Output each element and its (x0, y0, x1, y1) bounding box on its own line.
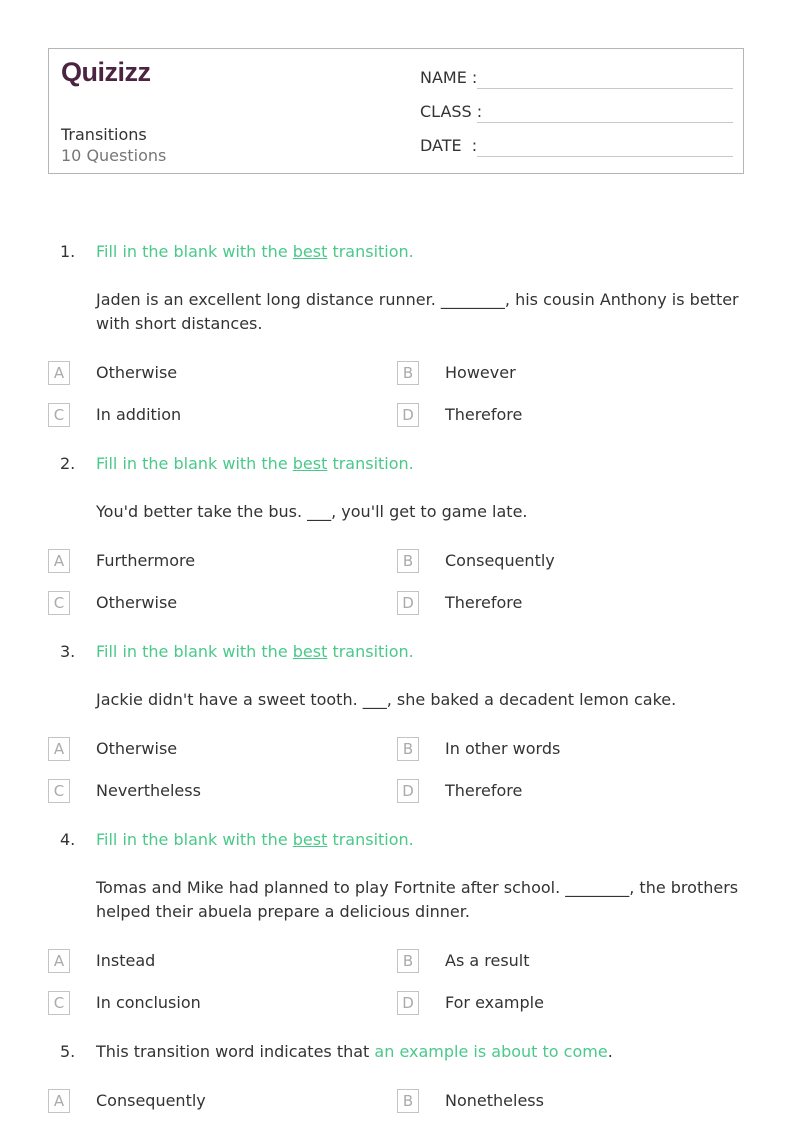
option-b-text: As a result (445, 951, 530, 970)
option-c-box[interactable]: C (48, 591, 70, 615)
option-d-box[interactable]: D (397, 991, 419, 1015)
option-b-box[interactable]: B (397, 361, 419, 385)
question-prompt: Fill in the blank with the best transition. (96, 642, 414, 661)
option-b-text: In other words (445, 739, 561, 758)
worksheet-header (48, 48, 744, 174)
question-number: 5. (60, 1042, 76, 1061)
question-text: Tomas and Mike had planned to play Fortnite after school. ________, the brothers helped their abuela prepare a delicious dinner. (96, 878, 739, 921)
option-a-box[interactable]: A (48, 949, 70, 973)
date-label: DATE : (420, 136, 478, 155)
option-b-box[interactable]: B (397, 737, 419, 761)
option-a-text: Furthermore (96, 551, 196, 570)
option-b-box[interactable]: B (397, 549, 419, 573)
quizizz-logo: Quizizz (61, 57, 151, 87)
question-prompt: Fill in the blank with the best transition. (96, 242, 414, 261)
name-field[interactable] (420, 68, 733, 94)
option-a-box[interactable]: A (48, 549, 70, 573)
option-d-text: For example (445, 993, 544, 1012)
option-c-text: In conclusion (96, 993, 201, 1012)
option-b-box[interactable]: B (397, 1089, 419, 1113)
option-d-text: Therefore (445, 781, 523, 800)
option-c-text: Nevertheless (96, 781, 201, 800)
question-number: 4. (60, 830, 76, 849)
option-c-box[interactable]: C (48, 403, 70, 427)
option-b-text: Nonetheless (445, 1091, 544, 1110)
option-c-text: In addition (96, 405, 182, 424)
option-a-text: Instead (96, 951, 156, 970)
option-b-text: Consequently (445, 551, 555, 570)
option-a-text: Otherwise (96, 739, 178, 758)
name-label: NAME : (420, 68, 478, 87)
option-b-text: However (445, 363, 516, 382)
option-a-text: Otherwise (96, 363, 178, 382)
option-c-box[interactable]: C (48, 991, 70, 1015)
question-prompt: Fill in the blank with the best transition. (96, 830, 414, 849)
option-c-box[interactable]: C (48, 779, 70, 803)
option-d-text: Therefore (445, 405, 523, 424)
option-a-text: Consequently (96, 1091, 206, 1110)
option-d-text: Therefore (445, 593, 523, 612)
class-line (477, 122, 733, 123)
option-d-box[interactable]: D (397, 779, 419, 803)
option-a-box[interactable]: A (48, 737, 70, 761)
date-line (477, 156, 733, 157)
question-number: 3. (60, 642, 76, 661)
question-number: 1. (60, 242, 76, 261)
option-b-box[interactable]: B (397, 949, 419, 973)
question-text: You'd better take the bus. ___, you'll get to game late. (96, 502, 528, 521)
option-c-text: Otherwise (96, 593, 178, 612)
option-d-box[interactable]: D (397, 403, 419, 427)
question-prompt: This transition word indicates that an example is about to come. (96, 1042, 613, 1061)
class-field[interactable] (420, 102, 733, 128)
question-text: Jaden is an excellent long distance runner. ________, his cousin Anthony is better with short distances. (96, 290, 739, 333)
option-d-box[interactable]: D (397, 591, 419, 615)
class-label: CLASS : (420, 102, 483, 121)
question-count: 10 Questions (61, 146, 167, 165)
question-prompt: Fill in the blank with the best transition. (96, 454, 414, 473)
date-field[interactable] (420, 136, 733, 162)
option-a-box[interactable]: A (48, 1089, 70, 1113)
name-line (477, 88, 733, 89)
question-text: Jackie didn't have a sweet tooth. ___, she baked a decadent lemon cake. (96, 690, 677, 709)
worksheet-title: Transitions (61, 125, 147, 144)
question-number: 2. (60, 454, 76, 473)
option-a-box[interactable]: A (48, 361, 70, 385)
